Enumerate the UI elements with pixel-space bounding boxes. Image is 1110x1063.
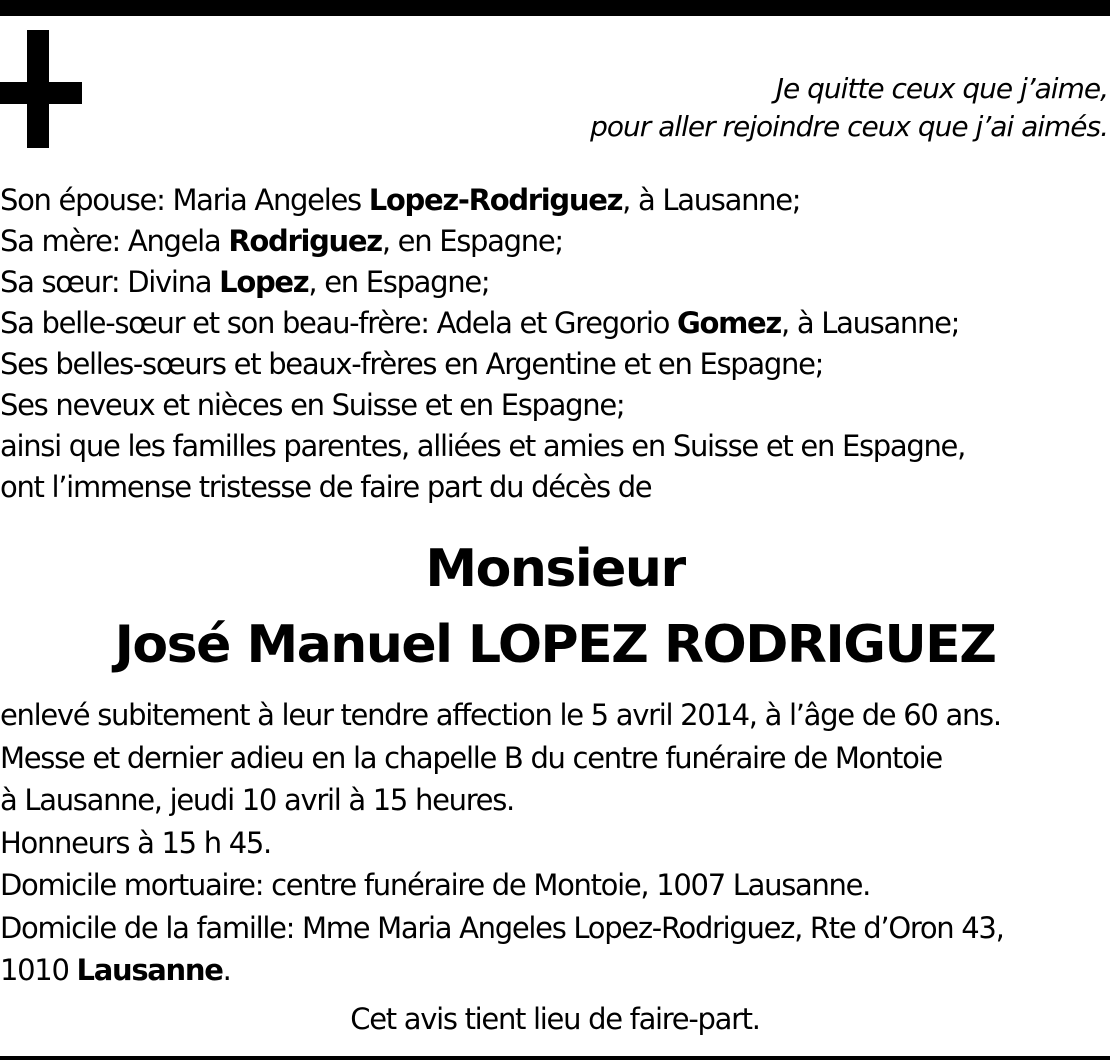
family-line-mother: Sa mère: Angela Rodriguez, en Espagne; xyxy=(0,224,563,258)
top-border xyxy=(0,0,1110,16)
bottom-border xyxy=(0,1056,1110,1060)
quote-line-1: Je quitte ceux que j’aime, xyxy=(775,72,1108,105)
details-line-postcode: 1010 Lausanne. xyxy=(0,953,231,987)
quote-line-2: pour aller rejoindre ceux que j’ai aimés. xyxy=(590,110,1108,143)
epitaph-quote xyxy=(590,70,1108,146)
footer-note: Cet avis tient lieu de faire-part. xyxy=(350,1002,760,1036)
details-line-mass: Messe et dernier adieu en la chapelle B du centre funéraire de Montoie xyxy=(0,740,942,775)
family-line-sister: Sa sœur: Divina Lopez, en Espagne; xyxy=(0,265,490,299)
funeral-details xyxy=(0,694,1110,992)
details-line-family-address: Domicile de la famille: Mme Maria Angeles Lopez-Rodriguez, Rte d’Oron 43, xyxy=(0,910,1004,945)
deceased-name: José Manuel LOPEZ RODRIGUEZ xyxy=(114,615,996,675)
family-announcement xyxy=(0,180,1110,508)
details-line-date: à Lausanne, jeudi 10 avril à 15 heures. xyxy=(0,783,514,817)
family-line-spouse: Son épouse: Maria Angeles Lopez-Rodriguez, à Lausanne; xyxy=(0,183,801,217)
cross-icon xyxy=(0,30,84,148)
family-line-announcement: ont l’immense tristesse de faire part du décès de xyxy=(0,470,652,504)
family-line-nephews: Ses neveux et nièces en Suisse et en Espagne; xyxy=(0,388,625,422)
details-line-mortuary: Domicile mortuaire: centre funéraire de Montoie, 1007 Lausanne. xyxy=(0,868,871,902)
details-line-honours: Honneurs à 15 h 45. xyxy=(0,825,271,860)
details-line-death: enlevé subitement à leur tendre affection le 5 avril 2014, à l’âge de 60 ans. xyxy=(0,698,1001,732)
family-line-relatives: ainsi que les familles parentes, alliées et amies en Suisse et en Espagne, xyxy=(0,429,966,463)
deceased-honorific: Monsieur xyxy=(425,539,685,599)
family-line-siblings-in-law: Ses belles-sœurs et beaux-frères en Argentine et en Espagne; xyxy=(0,347,824,381)
family-line-in-laws: Sa belle-sœur et son beau-frère: Adela et Gregorio Gomez, à Lausanne; xyxy=(0,306,960,340)
